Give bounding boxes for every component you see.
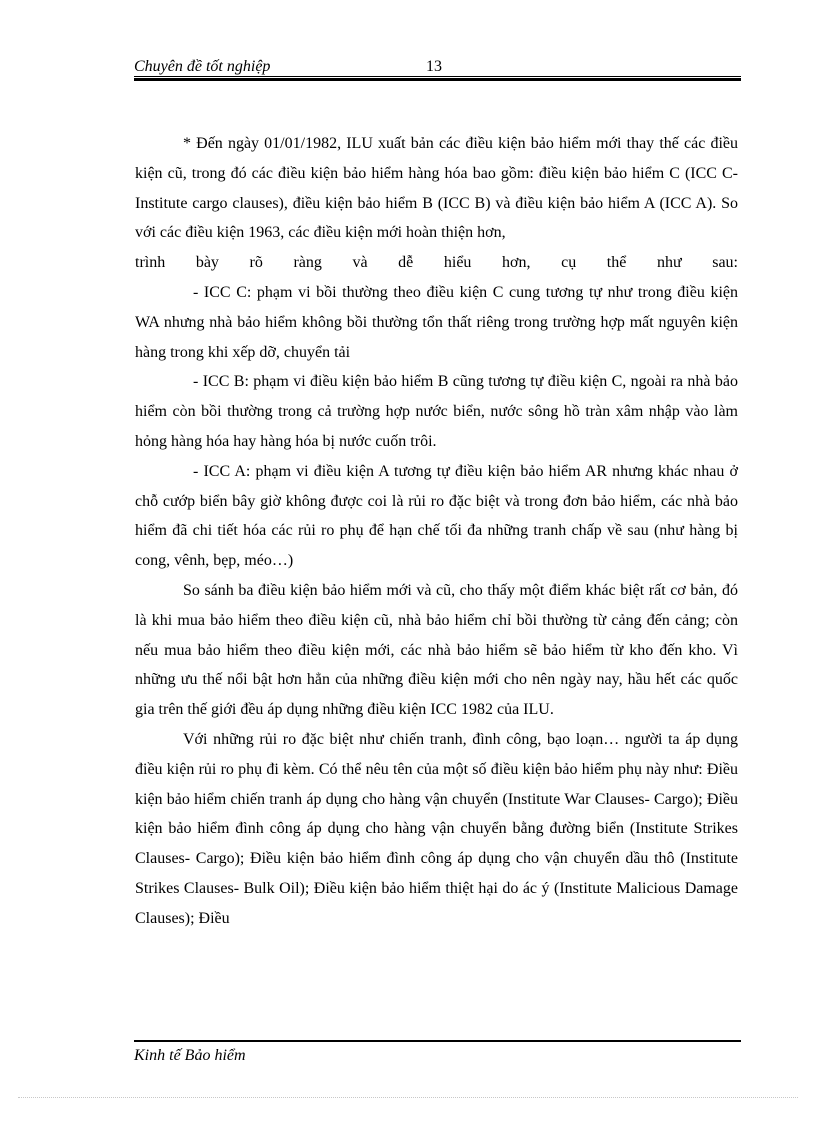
paragraph-icc-1982-intro: * Đến ngày 01/01/1982, ILU xuất bản các điều kiện bảo hiểm mới thay thế các điều kiện cũ, trong đó các điều kiện bảo hiểm hàng hóa bao gồm: điều kiện bảo hiểm C (ICC C- Institute cargo clauses), điều kiện bảo hiểm B (ICC B) và điều kiện bảo hiểm A (ICC A). So với các điều kiện 1963, các điều kiện mới hoàn thiện hơn, xyxy=(135,135,738,242)
paragraph-spaced-line: trình bày rõ ràng và dễ hiểu hơn, cụ thể như sau: xyxy=(135,254,738,272)
page-edge-divider xyxy=(18,1097,798,1098)
paragraph-comparison: So sánh ba điều kiện bảo hiểm mới và cũ, cho thấy một điểm khác biệt rất cơ bản, đó là khi mua bảo hiểm theo điều kiện cũ, nhà bảo hiểm chỉ bồi thường từ cảng đến cảng; còn nếu mua bảo hiểm theo điều kiện mới, các nhà bảo hiểm sẽ bảo hiểm từ kho đến kho. Vì những ưu thế nổi bật hơn hẳn của những điều kiện mới cho nên ngày nay, hầu hết các quốc gia trên thế giới đều áp dụng những điều kiện ICC 1982 của ILU. xyxy=(135,581,738,719)
footer-rule xyxy=(134,1040,741,1042)
paragraph-icc-c: - ICC C: phạm vi bồi thường theo điều kiện C cung tương tự như trong điều kiện WA nhưng nhà bảo hiểm không bồi thường tổn thất riêng trong trường hợp mất nguyên kiện hàng trong khi xếp dỡ, chuyển tải xyxy=(135,283,738,361)
paragraph-special-risks: Với những rủi ro đặc biệt như chiến tranh, đình công, bạo loạn… người ta áp dụng điều kiện rủi ro phụ đi kèm. Có thể nêu tên của một số điều kiện bảo hiểm phụ này như: Điều kiện bảo hiểm chiến tranh áp dụng cho hàng vận chuyển (Institute War Clauses- Cargo); Điều kiện bảo hiểm đình công áp dụng cho hàng vận chuyển bằng đường biển (Institute Strikes Clauses- Cargo); Điều kiện bảo hiểm đình công áp dụng cho vận chuyển dầu thô (Institute Strikes Clauses- Bulk Oil); Điều kiện bảo hiểm thiệt hại do ác ý (Institute Malicious Damage Clauses); Điều xyxy=(135,730,738,927)
paragraph-icc-b: - ICC B: phạm vi điều kiện bảo hiểm B cũng tương tự điều kiện C, ngoài ra nhà bảo hiểm còn bồi thường trong cả trường hợp nước biển, nước sông hồ tràn xâm nhập vào làm hỏng hàng hóa hay hàng hóa bị nước cuốn trôi. xyxy=(135,373,738,450)
page-header xyxy=(134,56,741,80)
page-body xyxy=(135,129,738,934)
page-number: 13 xyxy=(426,58,442,75)
header-rule-thin xyxy=(134,76,741,77)
paragraph-icc-a: - ICC A: phạm vi điều kiện A tương tự điều kiện bảo hiểm AR nhưng khác nhau ở chỗ cướp biển bây giờ không được coi là rủi ro đặc biệt và trong đơn bảo hiểm, các nhà bảo hiểm đã chi tiết hóa các rủi ro phụ để hạn chế tối đa những tranh chấp về sau (như hàng bị cong, vênh, bẹp, méo…) xyxy=(135,462,738,570)
header-title: Chuyên đề tốt nghiệp xyxy=(134,58,271,75)
footer-text: Kinh tế Bảo hiểm xyxy=(134,1047,246,1064)
page-footer xyxy=(134,1040,741,1070)
header-rule-thick xyxy=(134,78,741,81)
